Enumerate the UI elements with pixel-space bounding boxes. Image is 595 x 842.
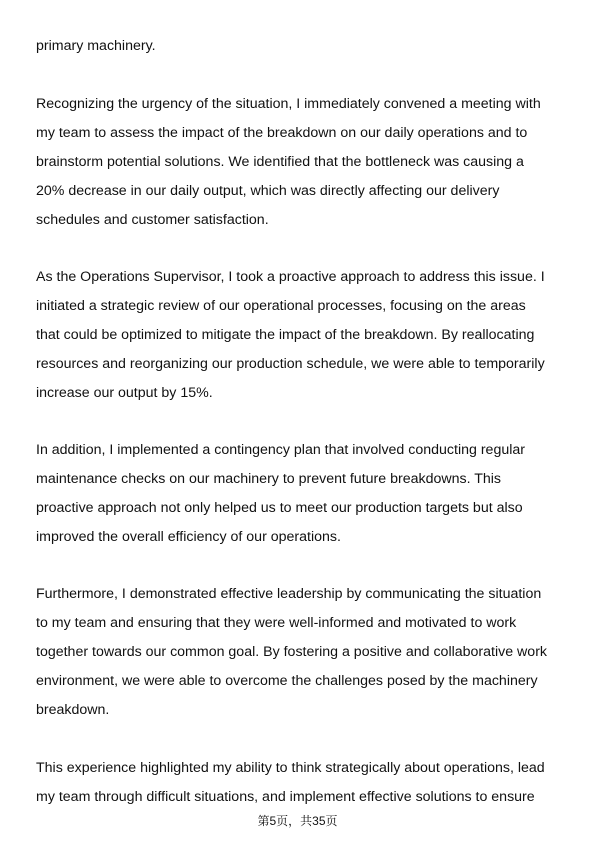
text-line: As the Operations Supervisor, I took a proactive approach to address this issue. I — [36, 269, 545, 285]
text-line: schedules and customer satisfaction. — [36, 212, 269, 228]
text-line: In addition, I implemented a contingency plan that involved conducting regular — [36, 442, 525, 458]
text-line: initiated a strategic review of our operational processes, focusing on the areas — [36, 298, 526, 314]
text-line: brainstorm potential solutions. We identified that the bottleneck was causing a — [36, 154, 524, 170]
text-line: primary machinery. — [36, 38, 156, 54]
text-line: maintenance checks on our machinery to prevent future breakdowns. This — [36, 471, 502, 487]
text-line: This experience highlighted my ability to think strategically about operations, lead — [36, 760, 545, 776]
text-line: resources and reorganizing our production schedule, we were able to temporarily — [36, 356, 545, 372]
text-line: breakdown. — [36, 702, 110, 718]
text-line: to my team and ensuring that they were well-informed and motivated to work — [36, 615, 517, 631]
text-line: that could be optimized to mitigate the impact of the breakdown. By reallocating — [36, 327, 535, 343]
text-line: environment, we were able to overcome the challenges posed by the machinery — [36, 673, 538, 689]
text-line: proactive approach not only helped us to meet our production targets but also — [36, 500, 523, 516]
text-line: my team through difficult situations, and implement effective solutions to ensure — [36, 789, 535, 805]
text-line: increase our output by 15%. — [36, 385, 213, 401]
text-line: my team to assess the impact of the breakdown on our daily operations and to — [36, 125, 528, 141]
text-line: 20% decrease in our daily output, which was directly affecting our delivery — [36, 183, 500, 199]
page-number: 第5页，共35页 — [257, 814, 338, 828]
text-line: together towards our common goal. By fostering a positive and collaborative work — [36, 644, 548, 660]
text-line: improved the overall efficiency of our operations. — [36, 529, 341, 545]
text-line: Recognizing the urgency of the situation, I immediately convened a meeting with — [36, 96, 541, 112]
text-line: Furthermore, I demonstrated effective leadership by communicating the situation — [36, 586, 542, 602]
